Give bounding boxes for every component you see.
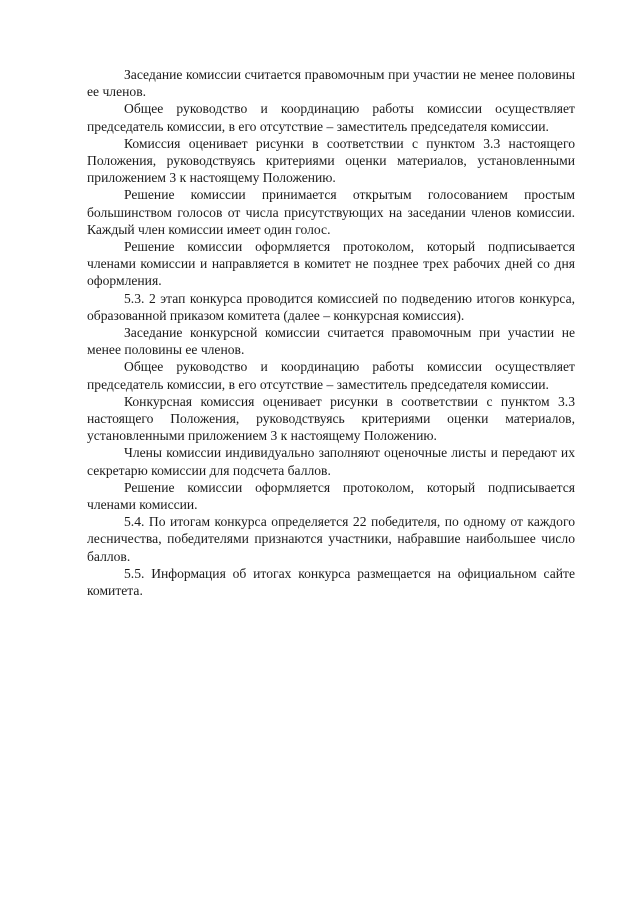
paragraph-quorum: Заседание комиссии считается правомочным при участии не менее половины ее членов. xyxy=(87,67,575,100)
paragraph-evaluation: Комиссия оценивает рисунки в соответствии с пунктом 3.3 настоящего Положения, руководствуясь критериями оценки материалов, установленными приложением 3 к настоящему Положению. xyxy=(87,135,575,186)
paragraph-contest-evaluation: Конкурсная комиссия оценивает рисунки в соответствии с пунктом 3.3 настоящего Положения, руководствуясь критериями оценки материалов, установленными приложением 3 к настоящему Положению. xyxy=(87,393,575,444)
paragraph-leadership: Общее руководство и координацию работы комиссии осуществляет председатель комиссии, в его отсутствие – заместитель председателя комиссии. xyxy=(87,101,575,134)
paragraph-evaluation-sheets: Члены комиссии индивидуально заполняют оценочные листы и передают их секретарю комиссии для подсчета баллов. xyxy=(87,445,575,478)
paragraph-contest-leadership: Общее руководство и координацию работы комиссии осуществляет председатель комиссии, в его отсутствие – заместитель председателя комиссии. xyxy=(87,359,575,392)
paragraph-contest-quorum: Заседание конкурсной комиссии считается правомочным при участии не менее половины ее членов. xyxy=(87,325,575,358)
paragraph-voting: Решение комиссии принимается открытым голосованием простым большинством голосов от числа присутствующих на заседании членов комиссии. Каждый член комиссии имеет один голос. xyxy=(87,187,575,237)
document-body xyxy=(87,66,575,599)
paragraph-decision-protocol: Решение комиссии оформляется протоколом, который подписывается членами комиссии и направляется в комитет не позднее трех рабочих дней со дня оформления. xyxy=(87,239,575,289)
paragraph-contest-decision: Решение комиссии оформляется протоколом, который подписывается членами комиссии. xyxy=(87,479,575,513)
paragraph-section-5-5: 5.5. Информация об итогах конкурса размещается на официальном сайте комитета. xyxy=(87,565,575,599)
paragraph-section-5-4: 5.4. По итогам конкурса определяется 22 победителя, по одному от каждого лесничества, победителями признаются участники, набравшие наибольшее число баллов. xyxy=(87,514,575,564)
paragraph-section-5-3: 5.3. 2 этап конкурса проводится комиссией по подведению итогов конкурса, образованной приказом комитета (далее – конкурсная комиссия). xyxy=(87,290,575,323)
